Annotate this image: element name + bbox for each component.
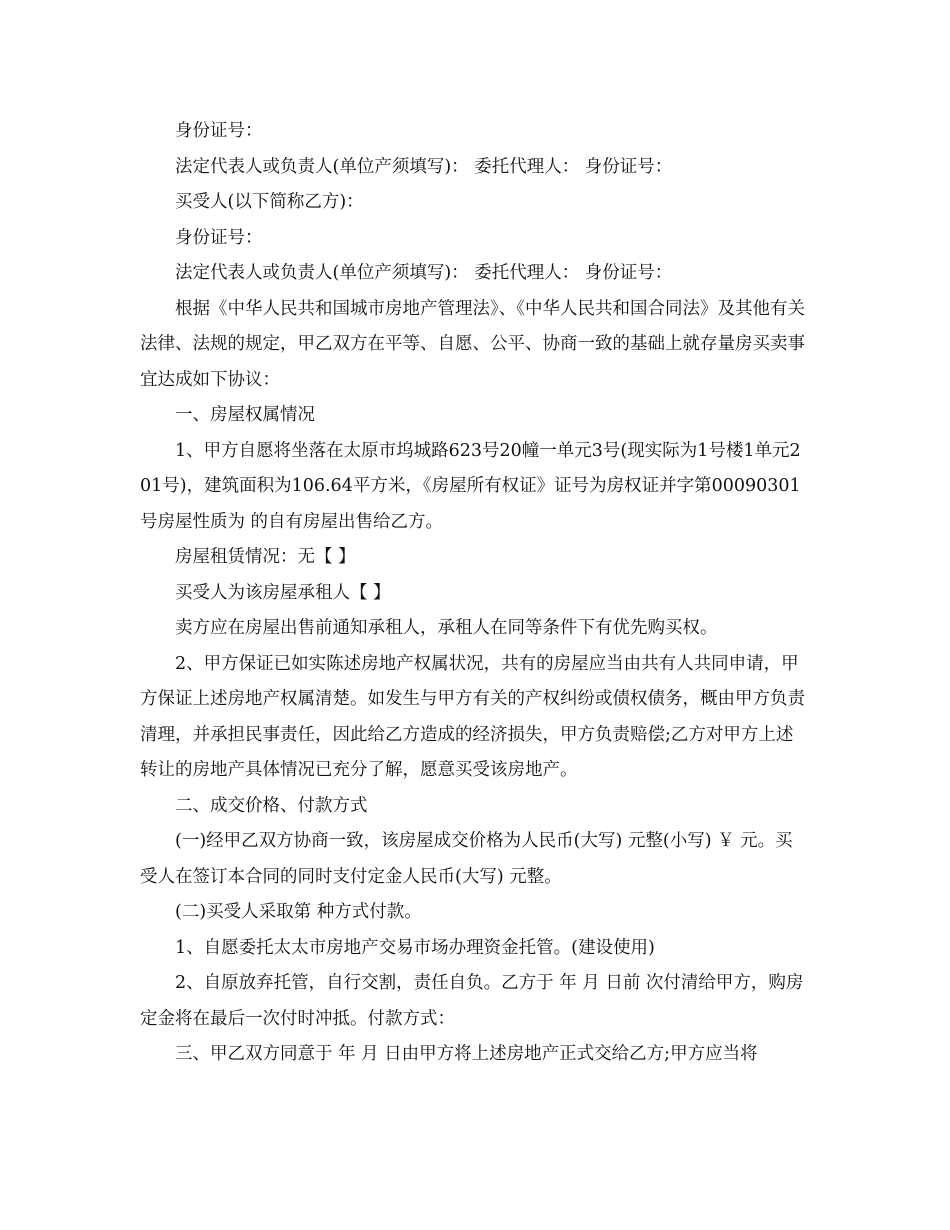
paragraph-preamble: 根据《中华人民共和国城市房地产管理法》、《中华人民共和国合同法》及其他有关法律、法规的规定，甲乙双方在平等、自愿、公平、协商一致的基础上就存量房买卖事宜达成如下协议： <box>140 298 805 390</box>
paragraph-buyer-is-tenant: 买受人为该房屋承租人【 】 <box>175 582 391 603</box>
paragraph-self-settlement: 2、自原放弃托管，自行交割，责任自负。乙方于 年 月 日前 次付清给甲方，购房定金将在最后一次付时冲抵。付款方式： <box>140 973 804 1029</box>
paragraph-id-number-2: 身份证号： <box>175 227 263 248</box>
paragraph-legal-rep-1: 法定代表人或负责人(单位产须填写)： 委托代理人： 身份证号： <box>175 156 673 177</box>
paragraph-handover: 三、甲乙双方同意于 年 月 日由甲方将上述房地产正式交给乙方;甲方应当将 <box>175 1044 758 1064</box>
paragraph-id-number-1: 身份证号： <box>175 121 263 141</box>
paragraph-escrow-option: 1、自愿委托太太市房地产交易市场办理资金托管。(建设使用) <box>175 937 655 958</box>
paragraph-property-details: 1、甲方自愿将坐落在太原市坞城路623号20幢一单元3号(现实际为1号楼1单元201号)，建筑面积为106.64平方米，《房屋所有权证》证号为房权证并字第00090301号房屋性质为 的自有房屋出售给乙方。 <box>140 440 801 532</box>
paragraph-seller-guarantee: 2、甲方保证已如实陈述房地产权属状况，共有的房屋应当由共有人共同申请，甲方保证上述房地产权属清楚。如发生与甲方有关的产权纠纷或债权债务，概由甲方负责清理，并承担民事责任，因此给乙方造成的经济损失，甲方负责赔偿;乙方对甲方上述转让的房地产具体情况已充分了解，愿意买受该房地产。 <box>140 653 805 780</box>
section-heading-price-payment: 二、成交价格、付款方式 <box>175 795 368 816</box>
paragraph-lease-status: 房屋租赁情况：无【 】 <box>175 547 356 567</box>
document-body <box>140 114 810 1073</box>
paragraph-buyer: 买受人(以下简称乙方)： <box>175 192 364 212</box>
paragraph-legal-rep-2: 法定代表人或负责人(单位产须填写)： 委托代理人： 身份证号： <box>175 263 673 283</box>
paragraph-price: (一)经甲乙双方协商一致，该房屋成交价格为人民币(大写) 元整(小写) ￥ 元。买受人在签订本合同的同时支付定金人民币(大写) 元整。 <box>140 831 793 887</box>
paragraph-payment-method: (二)买受人采取第 种方式付款。 <box>175 902 422 922</box>
section-heading-ownership: 一、房屋权属情况 <box>175 405 315 425</box>
paragraph-tenant-notice: 卖方应在房屋出售前通知承租人，承租人在同等条件下有优先购买权。 <box>175 618 718 638</box>
